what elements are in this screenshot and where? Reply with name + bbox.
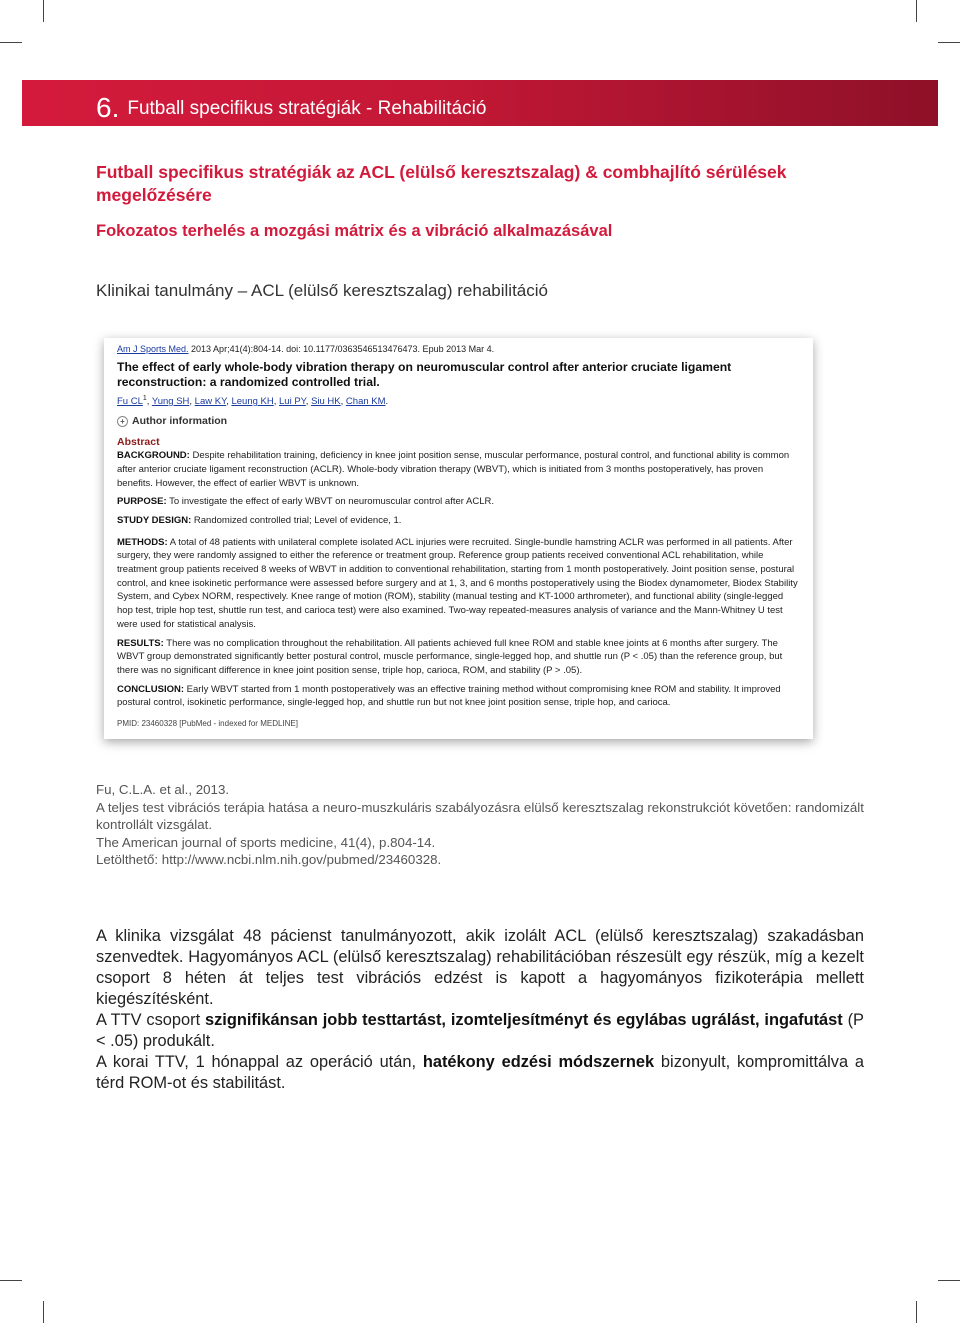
crop-mark [0, 1280, 22, 1281]
abstract-section: PURPOSE: To investigate the effect of early WBVT on neuromuscular control after ACLR. [117, 496, 495, 508]
expand-plus-icon: + [117, 416, 128, 427]
author-link[interactable]: Fu CL [117, 396, 143, 408]
citation-journal: The American journal of sports medicine, 41(4), p.804-14. [96, 834, 436, 850]
journal-reference: Am J Sports Med. 2013 Apr;41(4):804-14. doi: 10.1177/0363546513476473. Epub 2013 Mar 4. [117, 344, 495, 354]
author-list: Fu $CL^1$, Yung SH, Law KY, Leung KH, Lui PY, Siu HK, Chan KM. [117, 395, 389, 408]
pmid-line: PMID: 23460328 [PubMed - indexed for MEDLINE] [117, 719, 298, 729]
body-paragraph: A korai TTV, 1 hónappal az operáció után, hatékony edzési módszernek bizonyult, kompromittálva a térd ROM-ot és stabilitást. [96, 1053, 865, 1092]
chapter-title: Futball specifikus stratégiák - Rehabilitáció [127, 98, 487, 120]
crop-mark [43, 0, 44, 22]
citation-url: Letölthető: http://www.ncbi.nlm.nih.gov/pubmed/23460328. [96, 852, 442, 867]
citation-title: A teljes test vibrációs terápia hatása a neuro-muszkuláris szabályozásra elülső keresztszalag rekonstrukciót követően: randomizált kontrollált vizsgálat. [96, 799, 864, 832]
crop-mark [916, 1301, 917, 1323]
pubmed-abstract-screenshot [104, 338, 813, 739]
crop-mark [938, 42, 960, 43]
study-heading: Klinikai tanulmány – ACL (elülső keresztszalag) rehabilitáció [96, 281, 548, 300]
abstract-section: RESULTS: There was no complication throughout the rehabilitation. All patients achieved full knee ROM and stable knee joints at 6 months after surgery. The WBVT group demonstrated significantly better postural control, muscle performance, single-legged hop, and shuttle run (P < .05) than the reference group, but there was no significant difference in knee joint position sense, triple hop, carioca, ROM, and stability (P > .05). [117, 637, 783, 676]
journal-link[interactable]: Am J Sports Med. [117, 344, 189, 354]
crop-mark [938, 1280, 960, 1281]
body-paragraph: A klinika vizsgálat 48 pácienst tanulmányozott, akik izolált ACL (elülső keresztszalag) szakadásban szenvedtek. Hagyományos ACL (elülső keresztszalag) rehabilitációban részesült egy részük, míg a kezelt csoport 8 héten át teljes test vibrációs edzést is kapott a hagyományos fizikoterápia mellett kiegészítésként. [96, 927, 864, 1008]
article-title: The effect of early whole-body vibration therapy on neuromuscular control after anterior cruciate ligament reconstruction: a randomized controlled trial. [117, 360, 732, 389]
author-info-toggle[interactable]: + Author information [117, 415, 801, 427]
sub-heading: Fokozatos terhelés a mozgási mátrix és a vibráció alkalmazásával [96, 222, 613, 240]
author-link[interactable]: Lui PY [279, 396, 306, 408]
crop-mark [43, 1301, 44, 1323]
abstract-section: STUDY DESIGN: Randomized controlled trial; Level of evidence, 1. [117, 514, 402, 526]
abstract-section: BACKGROUND: Despite rehabilitation training, deficiency in knee joint position sense, muscular performance, postural control, and functional ability is common after anterior cruciate ligament reconstruction (ACLR). Whole-body vibration therapy (WBVT), which is initiated from 3 months postoperatively, has proven benefits. However, the effect of earlier WBVT is unknown. [117, 450, 790, 489]
author-link[interactable]: Siu HK [311, 396, 341, 408]
crop-mark [916, 0, 917, 22]
author-link[interactable]: Law KY [194, 396, 227, 408]
crop-mark [0, 42, 22, 43]
abstract-section: CONCLUSION: Early WBVT started from 1 month postoperatively was an effective training method without compromising knee ROM and stability. It improved postural control, isokinetic performance, single-legged hop, and shuttle run but not knee joint position sense, triple hop, and carioca. [117, 683, 781, 709]
abstract-label: Abstract [117, 436, 160, 449]
author-link[interactable]: Yung SH [151, 396, 190, 408]
abstract-section: METHODS: A total of 48 patients with unilateral complete isolated ACL injuries were recruited. Single-bundle hamstring ACLR was performed in all patients. After surgery, they were randomly assigned to either the reference or treatment group. Reference group patients received conventional ACL rehabilitation, while treatment group patients received 8 weeks of WBVT in addition to conventional rehabilitation, starting from 1 month postoperatively. Joint position sense, postural control, and knee isokinetic performance were assessed before surgery and at 1, 3, and 6 months postoperatively using the Biodex dynamometer, Biodex Stability System, and Cybex NORM, respectively. Knee range of motion (ROM), stability (manual testing and KT-1000 arthrometer), and functional ability (single-legged hop test, triple hop test, shuttle run test, and carioca test) were also examined. Two-way repeated-measures analysis of variance and the Mann-Whitney U test were used for statistical analysis. [117, 536, 798, 630]
author-link[interactable]: Leung KH [231, 396, 274, 408]
citation-block [96, 781, 876, 869]
chapter-banner [22, 80, 938, 126]
author-link[interactable]: Chan KM [345, 396, 386, 408]
citation-author: Fu, C.L.A. et al., 2013. [96, 782, 230, 797]
chapter-number: 6. [96, 92, 120, 123]
body-text [96, 926, 864, 1094]
main-heading: Futball specifikus stratégiák az ACL (elülső keresztszalag) & combhajlító sérülések megelőzésére [96, 162, 787, 205]
body-paragraph: A TTV csoport szignifikánsan jobb testtartást, izomteljesítményt és egylábas ugrálást, ingafutást (P < .05) produkált. [96, 1011, 864, 1050]
